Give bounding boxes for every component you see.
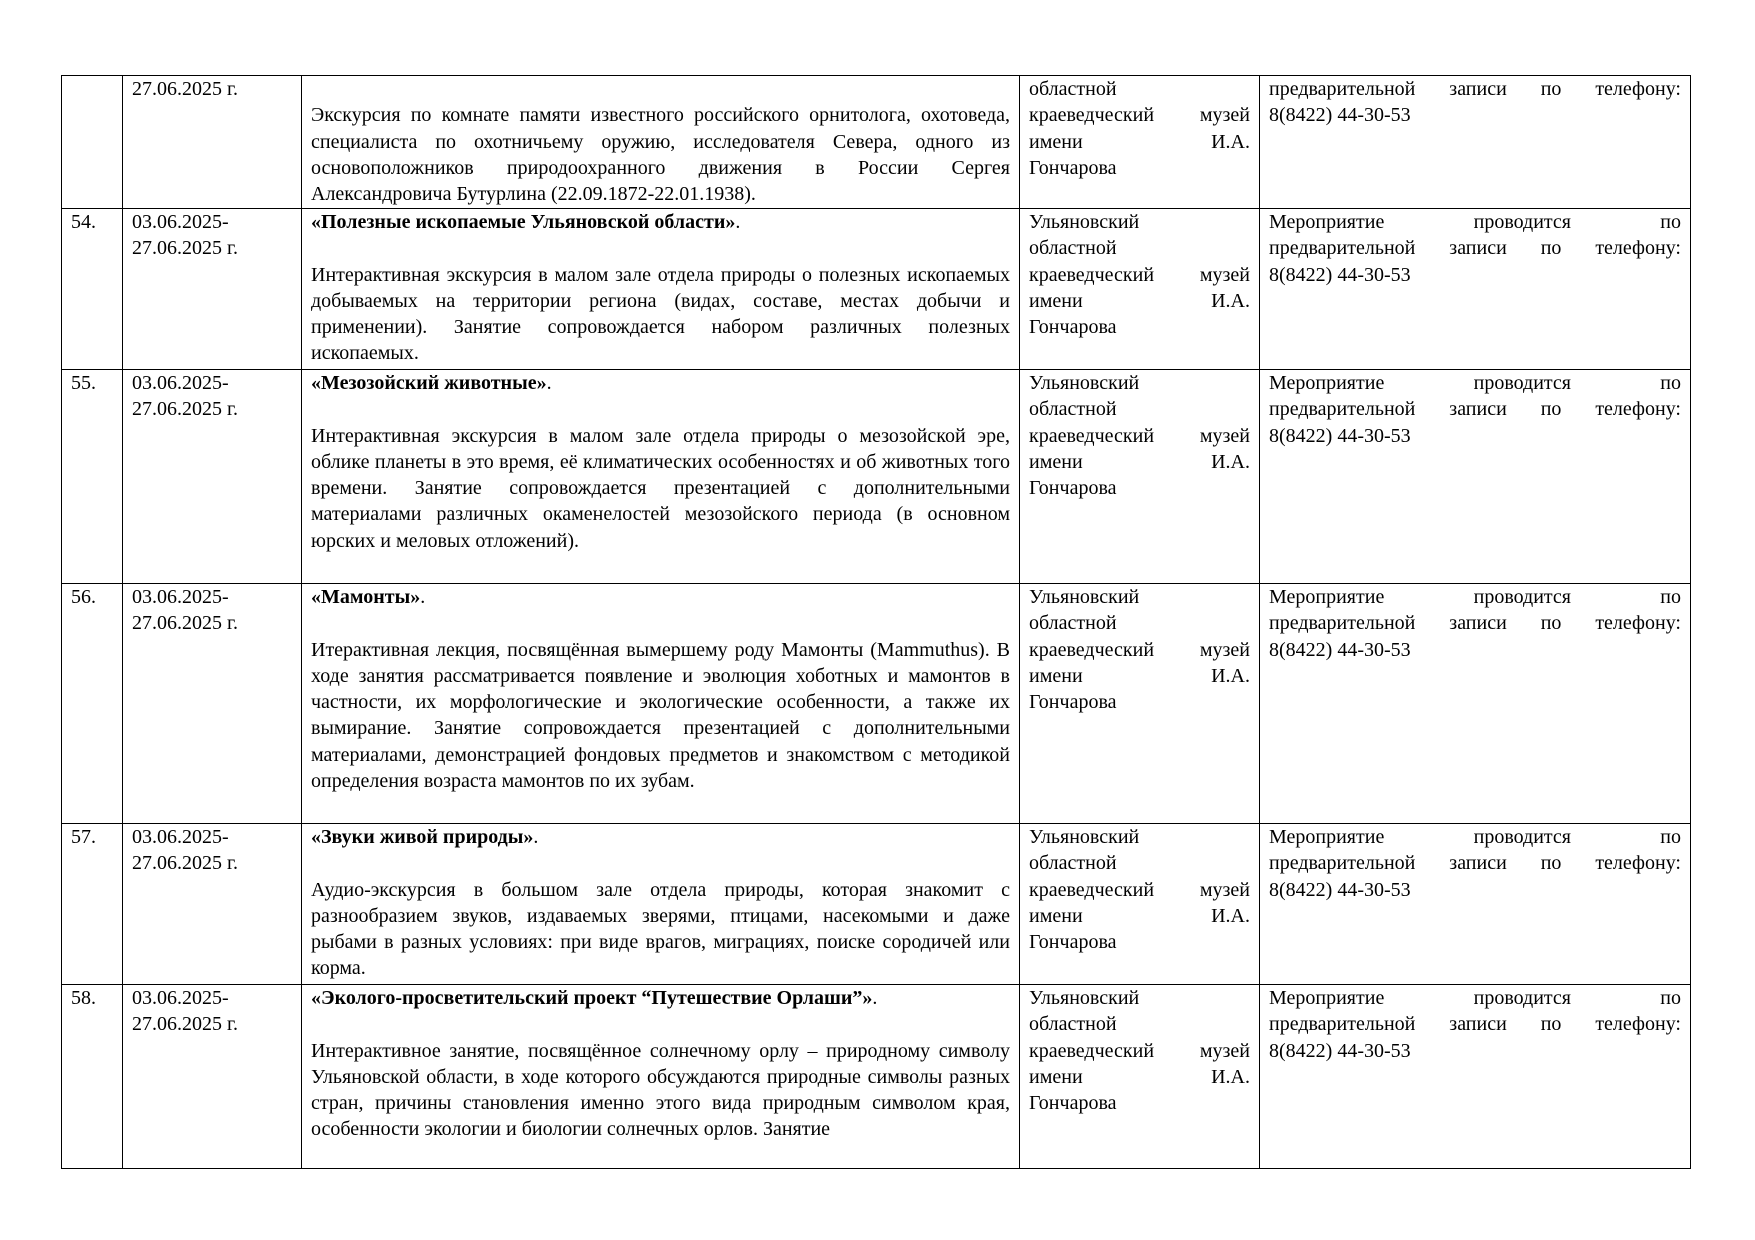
table-row bbox=[62, 209, 1691, 370]
event-title: «Звуки живой природы» bbox=[311, 826, 534, 848]
date-from: 03.06.2025- bbox=[132, 826, 229, 848]
venue-line: краеведческий музей bbox=[1029, 878, 1250, 901]
table-row bbox=[62, 824, 1691, 985]
venue-line: Гончарова bbox=[1029, 477, 1117, 500]
venue-line: Ульяновский bbox=[1029, 586, 1140, 608]
event-description: Интерактивная экскурсия в малом зале отдела природы о полезных ископаемых добываемых на территории региона (видах, составе, местах добычи и применении). Занятие сопровождается набором различных полезных ископаемых. bbox=[311, 263, 1010, 365]
venue-line: областной bbox=[1029, 237, 1117, 260]
date-to: 27.06.2025 г. bbox=[132, 852, 238, 875]
date-to: 27.06.2025 г. bbox=[132, 1013, 238, 1036]
note-line: 8(8422) 44-30-53 bbox=[1269, 263, 1411, 286]
date-cell bbox=[123, 584, 302, 824]
date-from: 03.06.2025- bbox=[132, 586, 229, 608]
title-suffix: . bbox=[420, 586, 426, 608]
description-cell bbox=[302, 370, 1020, 584]
venue-line: областной bbox=[1029, 78, 1117, 100]
venue-line: Гончарова bbox=[1029, 1092, 1117, 1115]
description-cell bbox=[302, 584, 1020, 824]
description-cell bbox=[302, 209, 1020, 370]
event-title: «Полезные ископаемые Ульяновской области» bbox=[311, 211, 736, 233]
venue-line: областной bbox=[1029, 852, 1117, 875]
date-cell bbox=[123, 370, 302, 584]
row-number-cell bbox=[62, 584, 123, 824]
venue-line: краеведческий музей bbox=[1029, 104, 1250, 127]
note-line: предварительной записи по телефону: bbox=[1269, 612, 1681, 635]
venue-line: краеведческий музей bbox=[1029, 263, 1250, 286]
spacer bbox=[311, 1011, 1010, 1037]
venue-cell bbox=[1020, 824, 1260, 985]
row-number: 57. bbox=[71, 826, 96, 848]
description-cell bbox=[302, 985, 1020, 1169]
description-cell bbox=[302, 824, 1020, 985]
venue-line: имени И.А. bbox=[1029, 1065, 1250, 1088]
venue-line: имени И.А. bbox=[1029, 289, 1250, 312]
date-to: 27.06.2025 г. bbox=[132, 398, 238, 421]
spacer bbox=[311, 850, 1010, 876]
event-description: Интерактивное занятие, посвящённое солнечному орлу – природному символу Ульяновской области, в ходе которого обсуждаются природные символы разных стран, причины становления именно этого вида природным символом края, особенности экологии и биологии солнечных орлов. Занятие bbox=[311, 1039, 1010, 1141]
spacer bbox=[311, 76, 1010, 102]
note-cell bbox=[1260, 370, 1691, 584]
venue-line: Гончарова bbox=[1029, 931, 1117, 954]
row-number-cell bbox=[62, 824, 123, 985]
note-line: Мероприятие проводится по bbox=[1269, 826, 1681, 848]
venue-line: имени И.А. bbox=[1029, 450, 1250, 473]
note-cell bbox=[1260, 76, 1691, 209]
venue-line: краеведческий музей bbox=[1029, 1039, 1250, 1062]
event-description: Экскурсия по комнате памяти известного российского орнитолога, охотоведа, специалиста по охотничьему оружию, исследователя Севера, одного из основоположников природоохранного движения в России Сергея Александровича Бутурлина (22.09.1872-22.01.1938). bbox=[311, 104, 1010, 206]
venue-line: имени И.А. bbox=[1029, 664, 1250, 687]
row-number: 58. bbox=[71, 987, 96, 1009]
date-cell bbox=[123, 985, 302, 1169]
note-line: Мероприятие проводится по bbox=[1269, 372, 1681, 394]
note-line: предварительной записи по телефону: bbox=[1269, 852, 1681, 875]
table-row bbox=[62, 584, 1691, 824]
note-line: предварительной записи по телефону: bbox=[1269, 237, 1681, 260]
venue-line: имени И.А. bbox=[1029, 904, 1250, 927]
note-line: Мероприятие проводится по bbox=[1269, 987, 1681, 1009]
venue-line: областной bbox=[1029, 612, 1117, 635]
venue-line: краеведческий музей bbox=[1029, 638, 1250, 661]
note-cell bbox=[1260, 584, 1691, 824]
note-cell bbox=[1260, 985, 1691, 1169]
note-line: Мероприятие проводится по bbox=[1269, 211, 1681, 233]
table-row bbox=[62, 76, 1691, 209]
note-cell bbox=[1260, 209, 1691, 370]
title-suffix: . bbox=[546, 372, 552, 394]
venue-line: Ульяновский bbox=[1029, 987, 1140, 1009]
venue-line: Гончарова bbox=[1029, 691, 1117, 714]
venue-line: краеведческий музей bbox=[1029, 424, 1250, 447]
venue-cell bbox=[1020, 76, 1260, 209]
note-line: предварительной записи по телефону: bbox=[1269, 1013, 1681, 1036]
note-line: Мероприятие проводится по bbox=[1269, 586, 1681, 608]
table-row bbox=[62, 985, 1691, 1169]
event-description: Интерактивная экскурсия в малом зале отдела природы о мезозойской эре, облике планеты в это время, её климатических особенностях и об животных того времени. Занятие сопровождается презентацией с дополнительными материалами различных окаменелостей мезозойского периода (в основном юрских и меловых отложений). bbox=[311, 424, 1010, 552]
row-number-cell bbox=[62, 370, 123, 584]
venue-line: Гончарова bbox=[1029, 156, 1117, 179]
title-suffix: . bbox=[735, 211, 741, 233]
date-from: 03.06.2025- bbox=[132, 211, 229, 233]
venue-cell bbox=[1020, 985, 1260, 1169]
title-suffix: . bbox=[533, 826, 539, 848]
event-title: «Мамонты» bbox=[311, 586, 421, 608]
venue-line: Ульяновский bbox=[1029, 211, 1140, 233]
date-cell bbox=[123, 76, 302, 209]
date-from: 03.06.2025- bbox=[132, 372, 229, 394]
note-line: 8(8422) 44-30-53 bbox=[1269, 638, 1411, 661]
spacer bbox=[311, 235, 1010, 261]
event-description: Итерактивная лекция, посвящённая вымершему роду Мамонты (Mammuthus). В ходе занятия рассматривается появление и эволюция хоботных и мамонтов в частности, их морфологические и экологические особенности, а также их вымирание. Занятие сопровождается презентацией с дополнительными материалами, демонстрацией фондовых предметов и знакомством с методикой определения возраста мамонтов по их зубам. bbox=[311, 638, 1010, 793]
row-number: 56. bbox=[71, 586, 96, 608]
row-number-cell bbox=[62, 985, 123, 1169]
venue-line: имени И.А. bbox=[1029, 130, 1250, 153]
events-table bbox=[61, 75, 1691, 1169]
row-number: 54. bbox=[71, 211, 96, 233]
note-line: 8(8422) 44-30-53 bbox=[1269, 878, 1411, 901]
event-title: «Мезозойский животные» bbox=[311, 372, 547, 394]
row-number-cell bbox=[62, 76, 123, 209]
note-cell bbox=[1260, 824, 1691, 985]
note-line: 8(8422) 44-30-53 bbox=[1269, 1039, 1411, 1062]
venue-line: областной bbox=[1029, 398, 1117, 421]
date-to: 27.06.2025 г. bbox=[132, 612, 238, 635]
date-cell bbox=[123, 209, 302, 370]
note-line: предварительной записи по телефону: bbox=[1269, 78, 1681, 100]
venue-cell bbox=[1020, 584, 1260, 824]
date-cell bbox=[123, 824, 302, 985]
date-to: 27.06.2025 г. bbox=[132, 237, 238, 260]
spacer bbox=[311, 396, 1010, 422]
venue-cell bbox=[1020, 370, 1260, 584]
row-number: 55. bbox=[71, 372, 96, 394]
title-suffix: . bbox=[872, 987, 878, 1009]
venue-cell bbox=[1020, 209, 1260, 370]
venue-line: областной bbox=[1029, 1013, 1117, 1036]
note-line: предварительной записи по телефону: bbox=[1269, 398, 1681, 421]
note-line: 8(8422) 44-30-53 bbox=[1269, 104, 1411, 127]
event-title: «Эколого-просветительский проект “Путешествие Орлаши”» bbox=[311, 987, 873, 1009]
spacer bbox=[311, 610, 1010, 636]
row-number-cell bbox=[62, 209, 123, 370]
date-to: 27.06.2025 г. bbox=[132, 78, 238, 100]
venue-line: Гончарова bbox=[1029, 316, 1117, 339]
table-row bbox=[62, 370, 1691, 584]
description-cell bbox=[302, 76, 1020, 209]
date-from: 03.06.2025- bbox=[132, 987, 229, 1009]
note-line: 8(8422) 44-30-53 bbox=[1269, 424, 1411, 447]
venue-line: Ульяновский bbox=[1029, 372, 1140, 394]
venue-line: Ульяновский bbox=[1029, 826, 1140, 848]
event-description: Аудио-экскурсия в большом зале отдела природы, которая знакомит с разнообразием звуков, издаваемых зверями, птицами, насекомыми и даже рыбами в разных условиях: при виде врагов, миграциях, поиске сородичей или корма. bbox=[311, 878, 1010, 980]
